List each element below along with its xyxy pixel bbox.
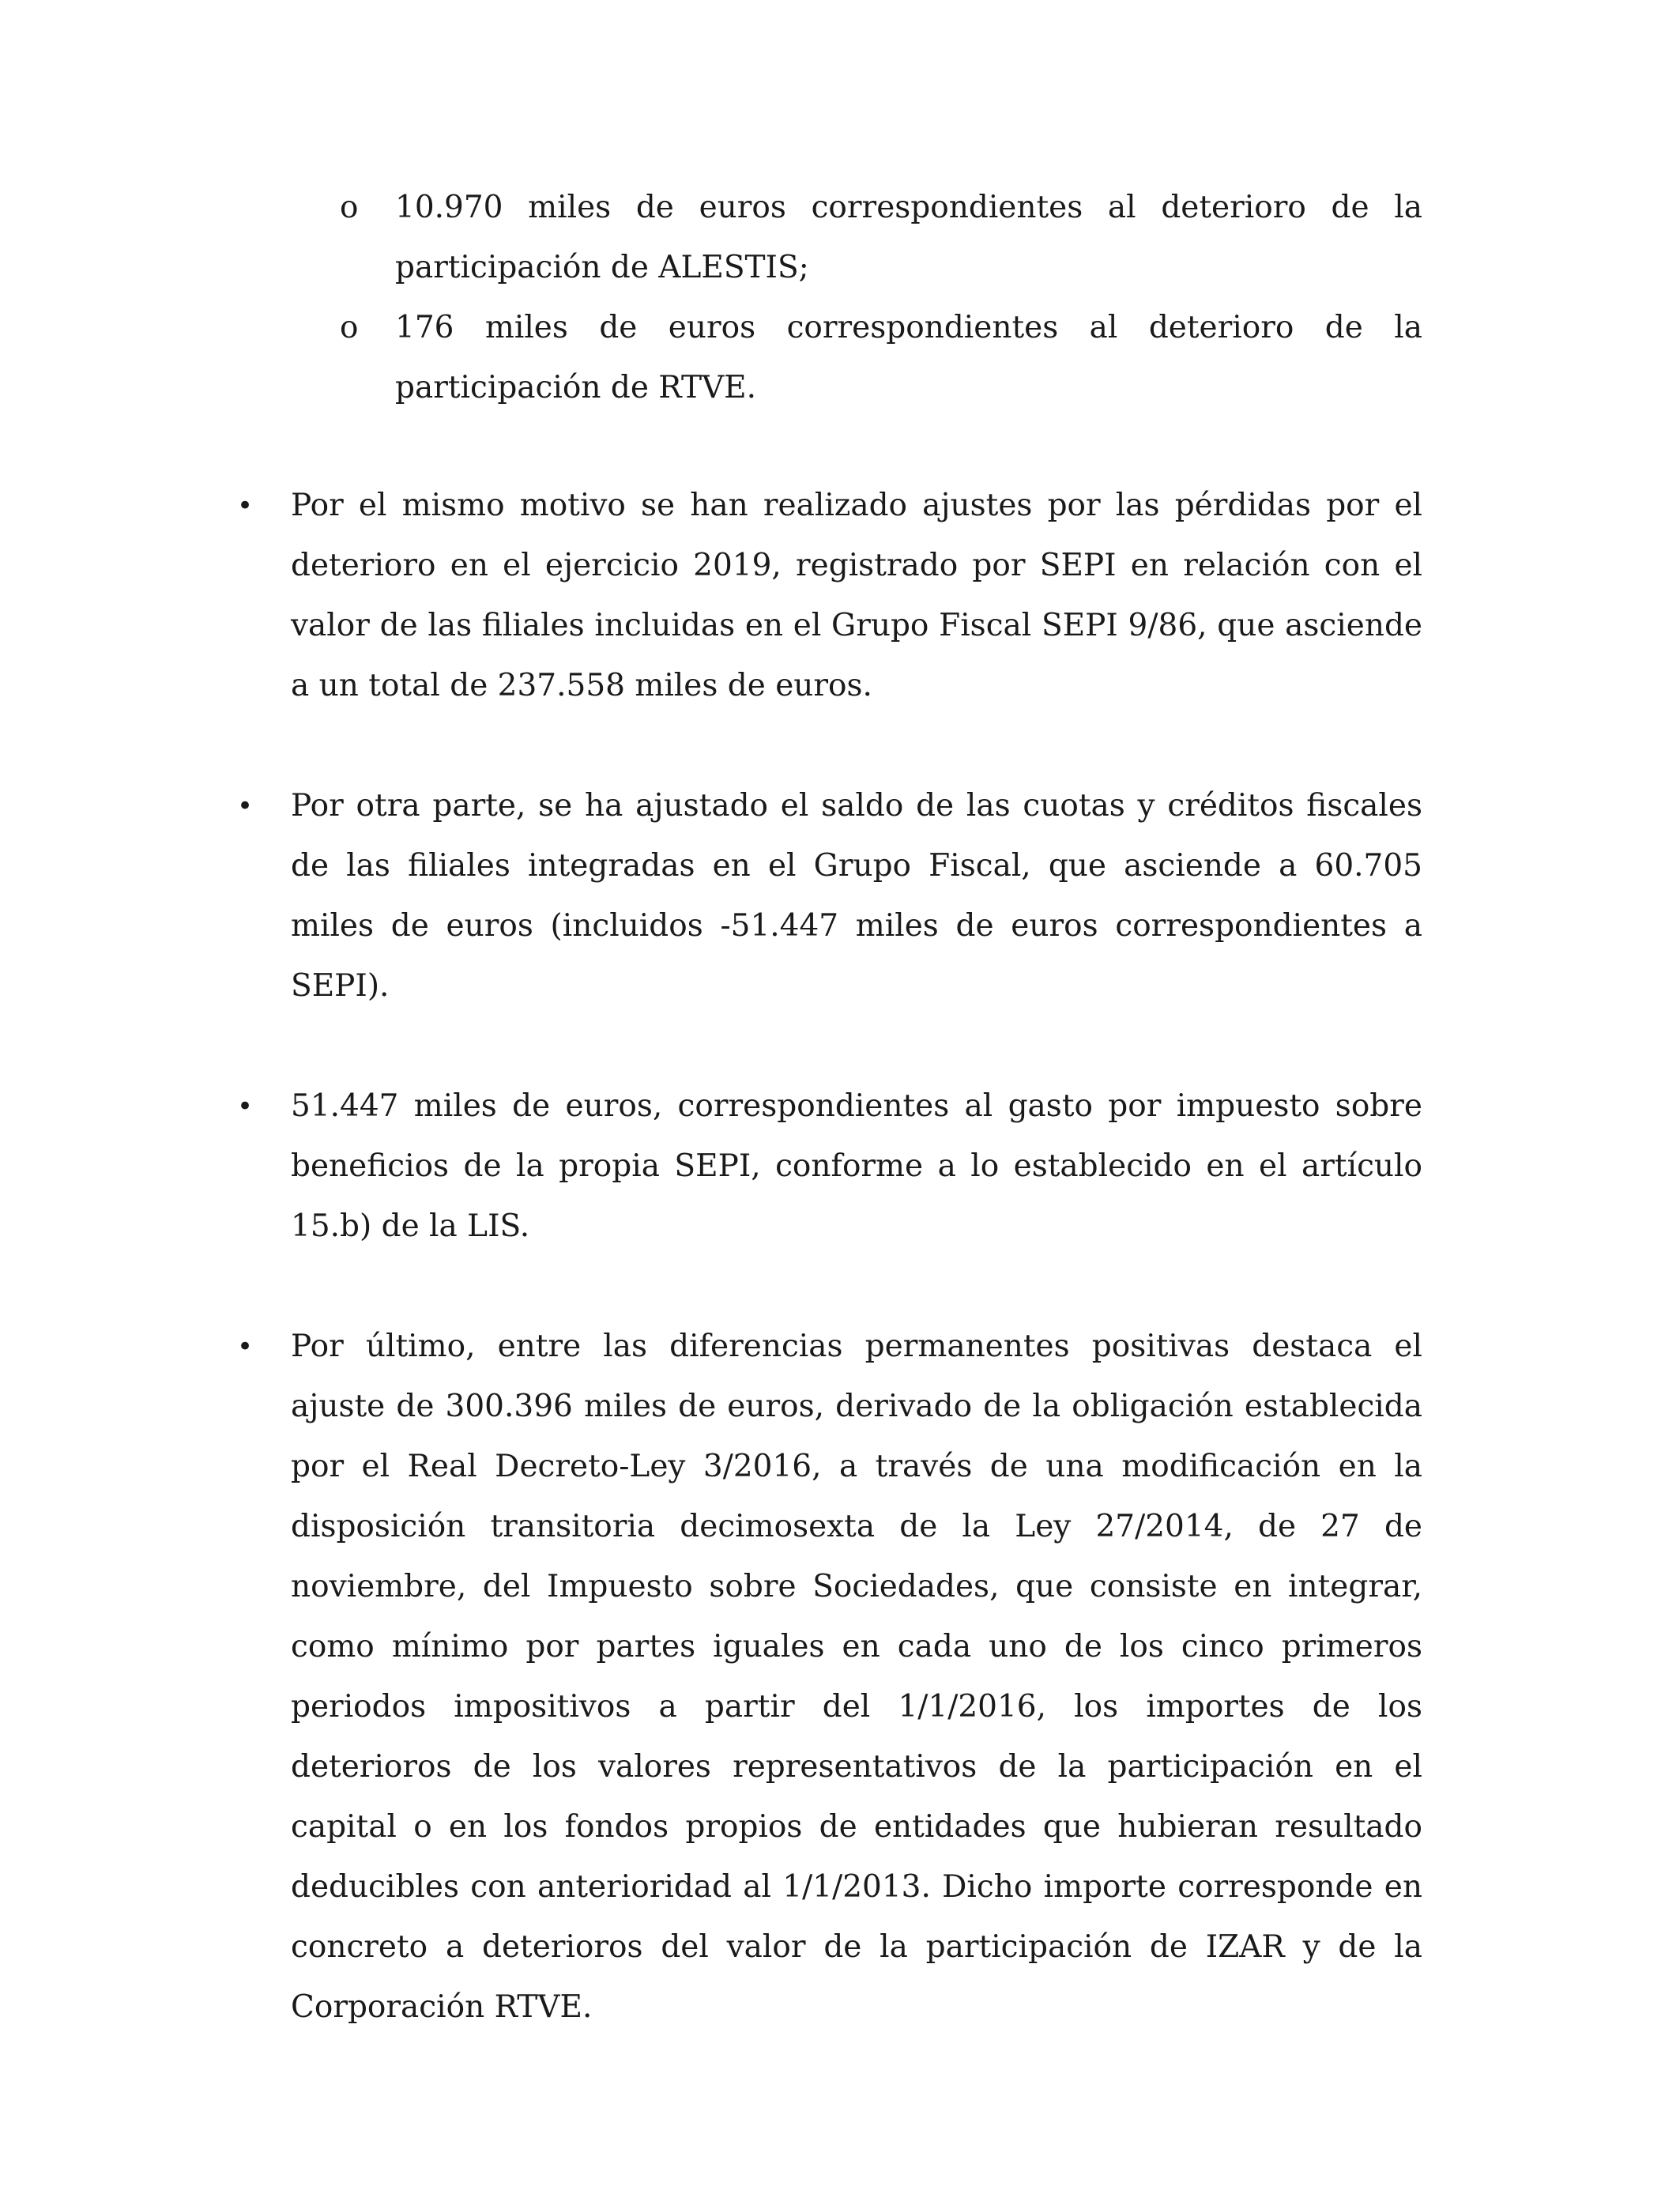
sub-list-item-text: 10.970 miles de euros correspondientes al deterioro de la participación de ALESTIS; [395,190,1422,285]
bullet-icon: • [237,490,254,522]
list-item-text: 51.447 miles de euros, correspondientes al gasto por impuesto sobre beneficios de la propia SEPI, conforme a lo establecido en el artículo 15.b) de la LIS. [291,1088,1422,1244]
bullet-icon: • [237,1091,254,1122]
sub-list-item [340,298,1422,418]
list-item-text: Por el mismo motivo se han realizado ajustes por las pérdidas por el deterioro en el ejercicio 2019, registrado por SEPI en relación con el valor de las filiales incluidas en el Grupo Fiscal SEPI 9/86, que asciende a un total de 237.558 miles de euros. [291,488,1422,703]
list-item [237,776,1422,1016]
bullet-list [237,476,1422,2098]
bullet-icon: • [237,790,254,822]
sub-list-item [340,178,1422,298]
list-item-text: Por otra parte, se ha ajustado el saldo de las cuotas y créditos fiscales de las filiales integradas en el Grupo Fiscal, que asciende a 60.705 miles de euros (incluidos -51.447 miles de euros correspondientes a SEPI). [291,788,1422,1004]
sub-bullet-list [340,178,1422,418]
list-item [237,476,1422,716]
list-item-text: Por último, entre las diferencias permanentes positivas destaca el ajuste de 300.396 miles de euros, derivado de la obligación establecida por el Real Decreto-Ley 3/2016, a través de una modificación en la disposición transitoria decimosexta de la Ley 27/2014, de 27 de noviembre, del Impuesto sobre Sociedades, que consiste en integrar, como mínimo por partes iguales en cada uno de los cinco primeros periodos impositivos a partir del 1/1/2016, los importes de los deterioros de los valores representativos de la participación en el capital o en los fondos propios de entidades que hubieran resultado deducibles con anterioridad al 1/1/2013. Dicho importe corresponde en concreto a deterioros del valor de la participación de IZAR y de la Corporación RTVE. [291,1329,1422,2025]
hollow-bullet-icon: o [340,310,359,345]
sub-list-item-text: 176 miles de euros correspondientes al deterioro de la participación de RTVE. [395,310,1422,405]
hollow-bullet-icon: o [340,190,359,225]
bullet-icon: • [237,1331,254,1363]
list-item [237,1076,1422,1257]
list-item [237,1317,1422,2038]
